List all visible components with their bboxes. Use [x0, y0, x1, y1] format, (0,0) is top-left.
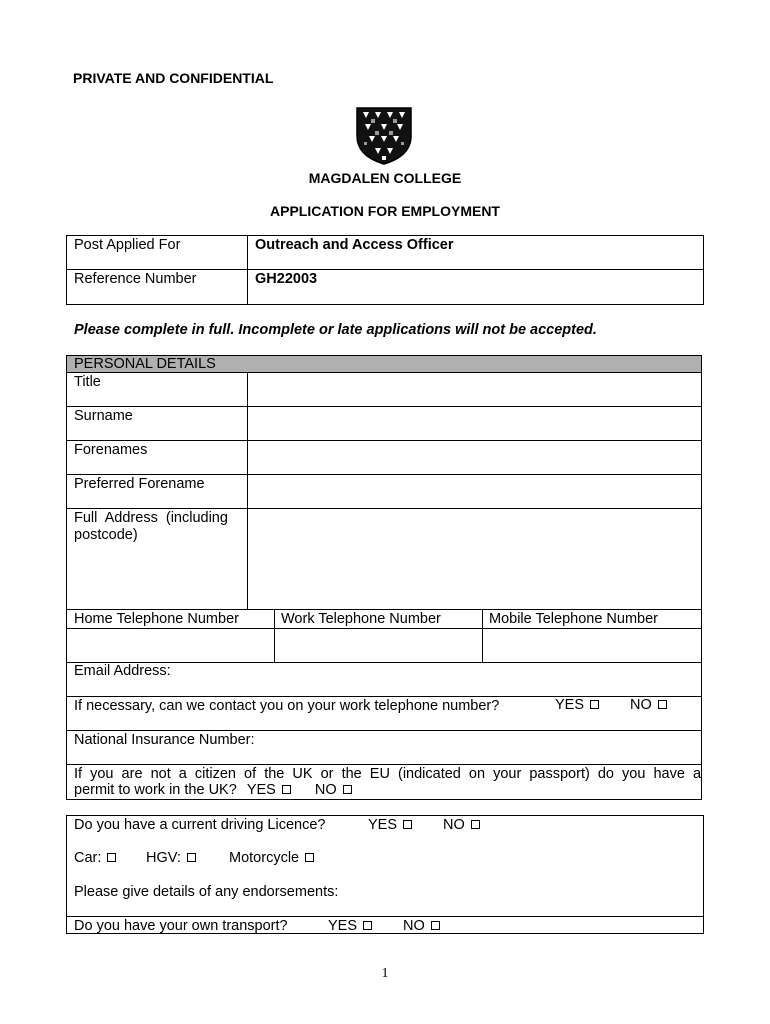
reference-number-label: Reference Number — [74, 271, 197, 287]
licence-yes[interactable]: YES — [368, 817, 412, 834]
checkbox-icon[interactable] — [187, 853, 196, 862]
title-label: Title — [74, 374, 101, 390]
forenames-field[interactable] — [248, 441, 701, 474]
confidential-heading: PRIVATE AND CONFIDENTIAL — [73, 70, 274, 86]
work-telephone-label: Work Telephone Number — [281, 611, 441, 627]
work-permit-question: If you are not a citizen of the UK or the EU (indicated on your passport) do you have a — [74, 766, 702, 782]
surname-label: Surname — [74, 408, 133, 424]
endorsements-label: Please give details of any endorsements: — [74, 884, 339, 900]
car-option[interactable]: Car: — [74, 850, 116, 867]
checkbox-icon[interactable] — [107, 853, 116, 862]
checkbox-icon[interactable] — [431, 921, 440, 930]
checkbox-icon[interactable] — [363, 921, 372, 930]
forenames-label: Forenames — [74, 442, 148, 458]
home-telephone-field[interactable] — [67, 629, 274, 662]
checkbox-icon[interactable] — [403, 820, 412, 829]
reference-number-value[interactable]: GH22003 — [255, 271, 318, 287]
contact-work-question: If necessary, can we contact you on your work telephone number? — [74, 698, 500, 714]
motorcycle-option[interactable]: Motorcycle — [229, 850, 314, 867]
work-permit-yes[interactable]: YES — [247, 782, 291, 798]
preferred-forename-label: Preferred Forename — [74, 476, 205, 492]
contact-work-yes[interactable]: YES — [555, 697, 599, 714]
address-label-cont: postcode) — [74, 527, 138, 543]
hgv-option[interactable]: HGV: — [146, 850, 196, 867]
ni-number-label: National Insurance Number: — [74, 732, 255, 748]
checkbox-icon[interactable] — [305, 853, 314, 862]
mobile-telephone-field[interactable] — [483, 629, 701, 662]
checkbox-icon[interactable] — [282, 785, 291, 794]
home-telephone-label: Home Telephone Number — [74, 611, 239, 627]
post-applied-value[interactable]: Outreach and Access Officer — [255, 237, 454, 253]
licence-question: Do you have a current driving Licence? — [74, 817, 326, 833]
form-title: APPLICATION FOR EMPLOYMENT — [270, 203, 500, 219]
own-transport-question: Do you have your own transport? — [74, 918, 288, 934]
licence-no[interactable]: NO — [443, 817, 480, 834]
contact-work-no[interactable]: NO — [630, 697, 667, 714]
work-telephone-field[interactable] — [275, 629, 482, 662]
checkbox-icon[interactable] — [590, 700, 599, 709]
mobile-telephone-label: Mobile Telephone Number — [489, 611, 659, 627]
own-transport-yes[interactable]: YES — [328, 918, 372, 935]
surname-field[interactable] — [248, 407, 701, 440]
own-transport-no[interactable]: NO — [403, 918, 440, 935]
work-permit-question-cont: permit to work in the UK? YES NO — [74, 782, 352, 799]
email-label: Email Address: — [74, 663, 171, 679]
work-permit-no[interactable]: NO — [315, 782, 352, 798]
address-field[interactable] — [248, 509, 701, 609]
college-name: MAGDALEN COLLEGE — [308, 170, 462, 186]
checkbox-icon[interactable] — [343, 785, 352, 794]
checkbox-icon[interactable] — [658, 700, 667, 709]
address-label: Full Address (including — [74, 510, 228, 526]
title-field[interactable] — [248, 373, 701, 406]
college-crest-shield-icon — [355, 106, 413, 166]
personal-details-heading: PERSONAL DETAILS — [74, 356, 216, 372]
checkbox-icon[interactable] — [471, 820, 480, 829]
post-applied-label: Post Applied For — [74, 237, 181, 253]
preferred-forename-field[interactable] — [248, 475, 701, 508]
page-number: 1 — [381, 966, 389, 981]
instruction-text: Please complete in full. Incomplete or late applications will not be accepted. — [74, 322, 597, 338]
